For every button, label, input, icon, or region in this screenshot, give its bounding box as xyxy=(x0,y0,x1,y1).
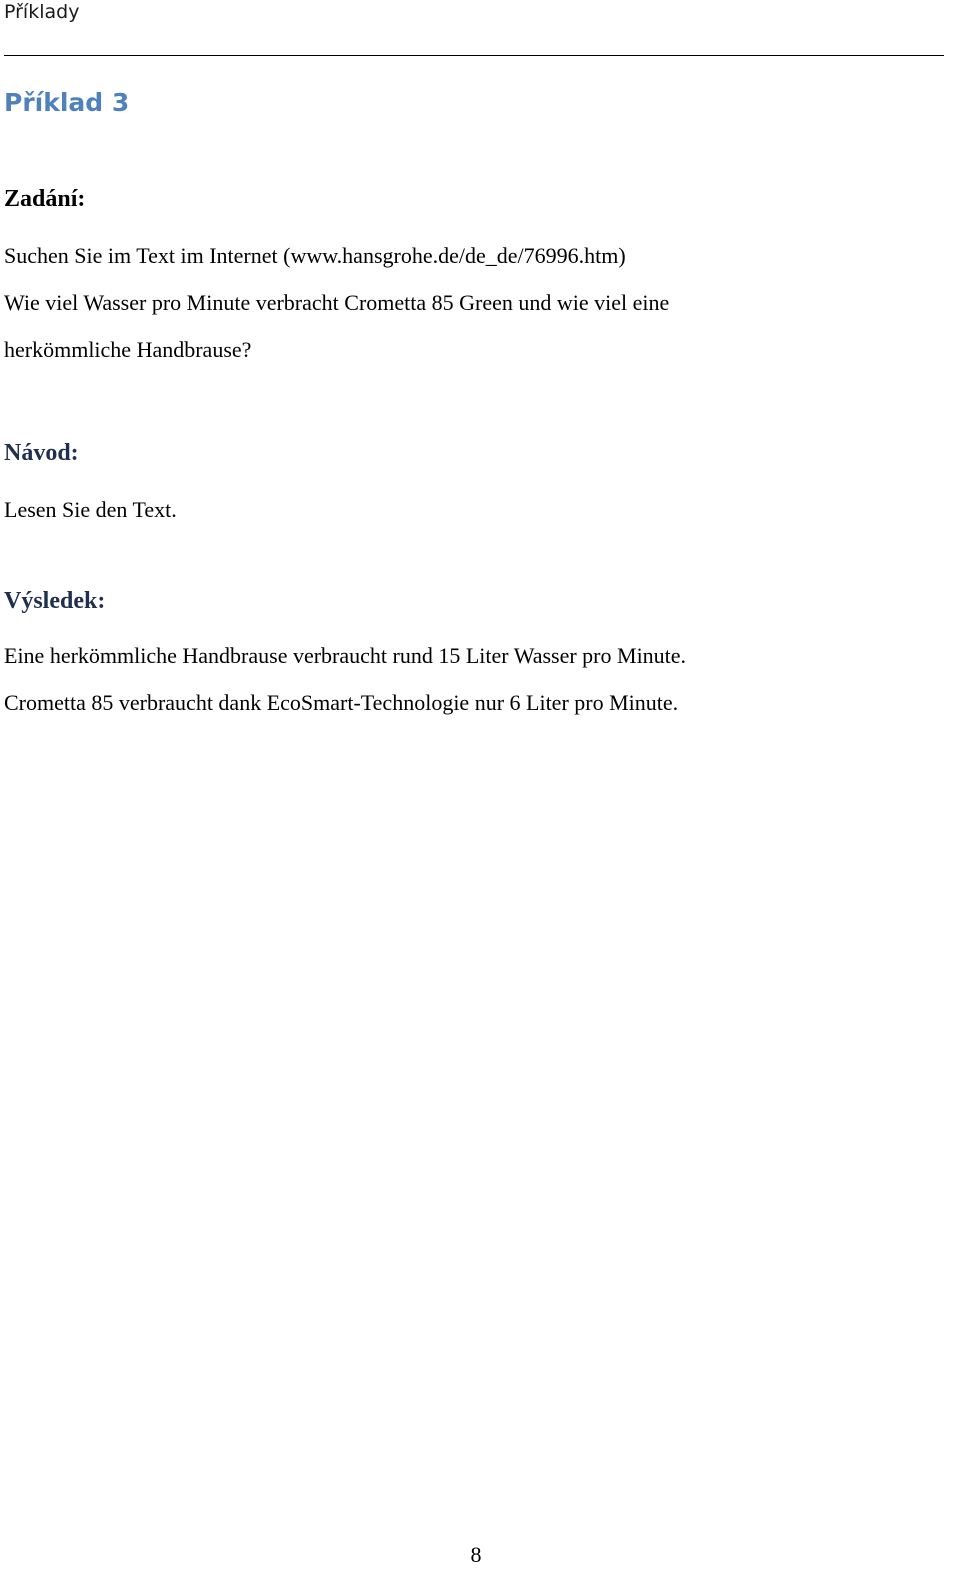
navod-label: Návod: xyxy=(4,440,79,466)
example-heading: Příklad 3 xyxy=(4,88,130,117)
section-vysledek xyxy=(4,586,686,726)
zadani-line-1: Suchen Sie im Text im Internet (www.hansgrohe.de/de_de/76996.htm) xyxy=(4,243,626,268)
zadani-line-2: Wie viel Wasser pro Minute verbracht Crometta 85 Green und wie viel eine xyxy=(4,290,670,315)
vysledek-line-2: Crometta 85 verbraucht dank EcoSmart-Technologie nur 6 Liter pro Minute. xyxy=(4,690,679,715)
section-zadani xyxy=(4,184,669,373)
vysledek-label: Výsledek: xyxy=(4,588,106,614)
section-navod xyxy=(4,438,177,533)
zadani-label: Zadání: xyxy=(4,186,86,212)
header-divider xyxy=(4,55,944,56)
page-number: 8 xyxy=(470,1542,482,1567)
running-header: Příklady xyxy=(4,1,80,23)
zadani-line-3: herkömmliche Handbrause? xyxy=(4,337,252,362)
navod-line-1: Lesen Sie den Text. xyxy=(4,497,177,522)
vysledek-line-1: Eine herkömmliche Handbrause verbraucht rund 15 Liter Wasser pro Minute. xyxy=(4,643,687,668)
